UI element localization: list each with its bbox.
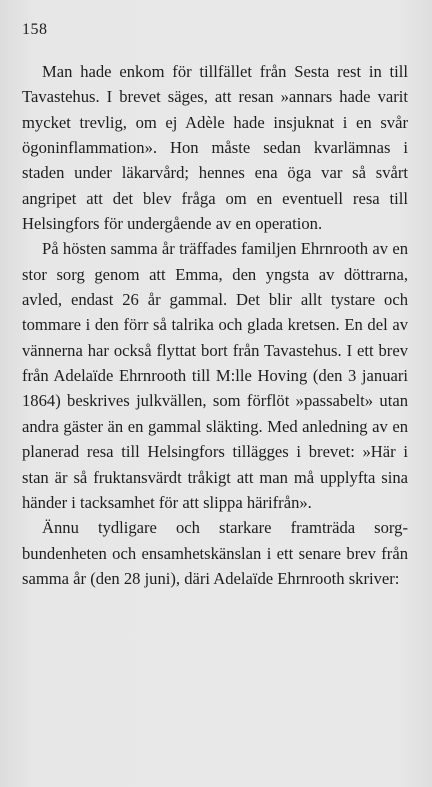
page-number: 158 — [22, 21, 48, 38]
body-text — [22, 59, 408, 591]
paragraph-2: På hösten samma år träffades familjen Ehrnrooth av en stor sorg genom att Emma, den yngsta av döttrarna, avled, endast 26 år gammal. Det blir allt tystare och tommare i den förr så talrika och glada kretsen. En del av vännerna har också flyttat bort från Tavastehus. I ett brev från Adelaïde Ehrnrooth till M:lle Hoving (den 3 januari 1864) beskrives julkvällen, som förflöt »passabelt» utan andra gäster än en gammal släkting. Med anledning av en planerad resa till Helsingfors tillägges i brevet: »Här i stan är så fruktansvärdt tråkigt att man må upplyfta sina händer i tacksamhet för att slippa härifrån». — [22, 239, 408, 512]
paragraph-1: Man hade enkom för tillfället från Sesta rest in till Tavastehus. I brevet säges, att resan »annars hade varit mycket trevlig, om ej Adèle hade insjuknat i en svår ögoninflammation». Hon måste sedan kvarlämnas i staden under läkarvård; hennes ena öga var så svårt angripet att det blev fråga om en eventuell resa till Helsingfors för undergående av en operation. — [22, 62, 408, 234]
paragraph-3: Ännu tydligare och starkare framträda sorgbundenheten och ensamhetskänslan i ett senare brev från samma år (den 28 juni), däri Adelaïde Ehrnrooth skriver: — [22, 518, 408, 588]
